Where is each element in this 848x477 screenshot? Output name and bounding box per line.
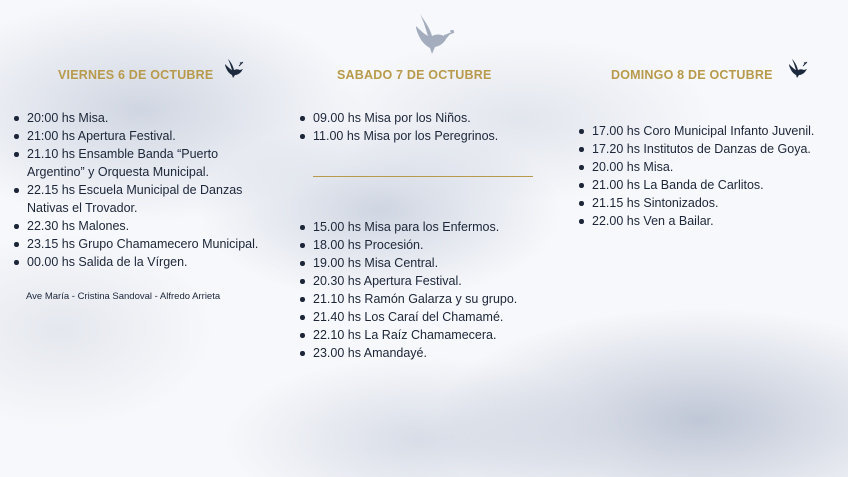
schedule-item: 15.00 hs Misa para los Enfermos. [300, 218, 560, 236]
schedule-item: 18.00 hs Procesión. [300, 236, 560, 254]
schedule-item: 21.10 hs Ensamble Banda “Puerto Argentino” y Orquesta Municipal. [14, 145, 274, 181]
schedule-item: 22.00 hs Ven a Bailar. [579, 212, 839, 230]
schedule-item: 22.30 hs Malones. [14, 217, 274, 235]
schedule-item: 20:00 hs Misa. [14, 109, 274, 127]
saturday-title: SABADO 7 DE OCTUBRE [337, 68, 492, 82]
dove-icon [410, 12, 456, 58]
schedule-item: 21.10 hs Ramón Galarza y su grupo. [300, 290, 560, 308]
dove-olive-branch-icon [222, 58, 244, 78]
schedule-item: 19.00 hs Misa Central. [300, 254, 560, 272]
schedule-item: 21.40 hs Los Caraí del Chamamé. [300, 308, 560, 326]
schedule-item: 00.00 hs Salida de la Vírgen. [14, 253, 274, 271]
schedule-item: 22.10 hs La Raíz Chamamecera. [300, 326, 560, 344]
schedule-item: 22.15 hs Escuela Municipal de Danzas Nativas el Trovador. [14, 181, 274, 217]
sunday-schedule [579, 122, 839, 230]
schedule-item: 20.30 hs Apertura Festival. [300, 272, 560, 290]
friday-title: VIERNES 6 DE OCTUBRE [58, 68, 214, 82]
friday-schedule [14, 109, 274, 271]
saturday-evening-schedule [300, 218, 560, 362]
schedule-item: 21.00 hs La Banda de Carlitos. [579, 176, 839, 194]
schedule-item: 17.20 hs Institutos de Danzas de Goya. [579, 140, 839, 158]
schedule-item: 17.00 hs Coro Municipal Infanto Juvenil. [579, 122, 839, 140]
schedule-item: 09.00 hs Misa por los Niños. [300, 109, 560, 127]
schedule-item: 21.15 hs Sintonizados. [579, 194, 839, 212]
friday-note: Ave María - Cristina Sandoval - Alfredo Arrieta [26, 291, 221, 302]
schedule-item: 23.15 hs Grupo Chamamecero Municipal. [14, 235, 274, 253]
saturday-morning-schedule [300, 109, 560, 145]
schedule-item: 21:00 hs Apertura Festival. [14, 127, 274, 145]
schedule-item: 20.00 hs Misa. [579, 158, 839, 176]
dove-olive-branch-icon [786, 58, 808, 78]
schedule-item: 11.00 hs Misa por los Peregrinos. [300, 127, 560, 145]
schedule-item: 23.00 hs Amandayé. [300, 344, 560, 362]
divider [313, 176, 533, 177]
sunday-title: DOMINGO 8 DE OCTUBRE [611, 68, 773, 82]
